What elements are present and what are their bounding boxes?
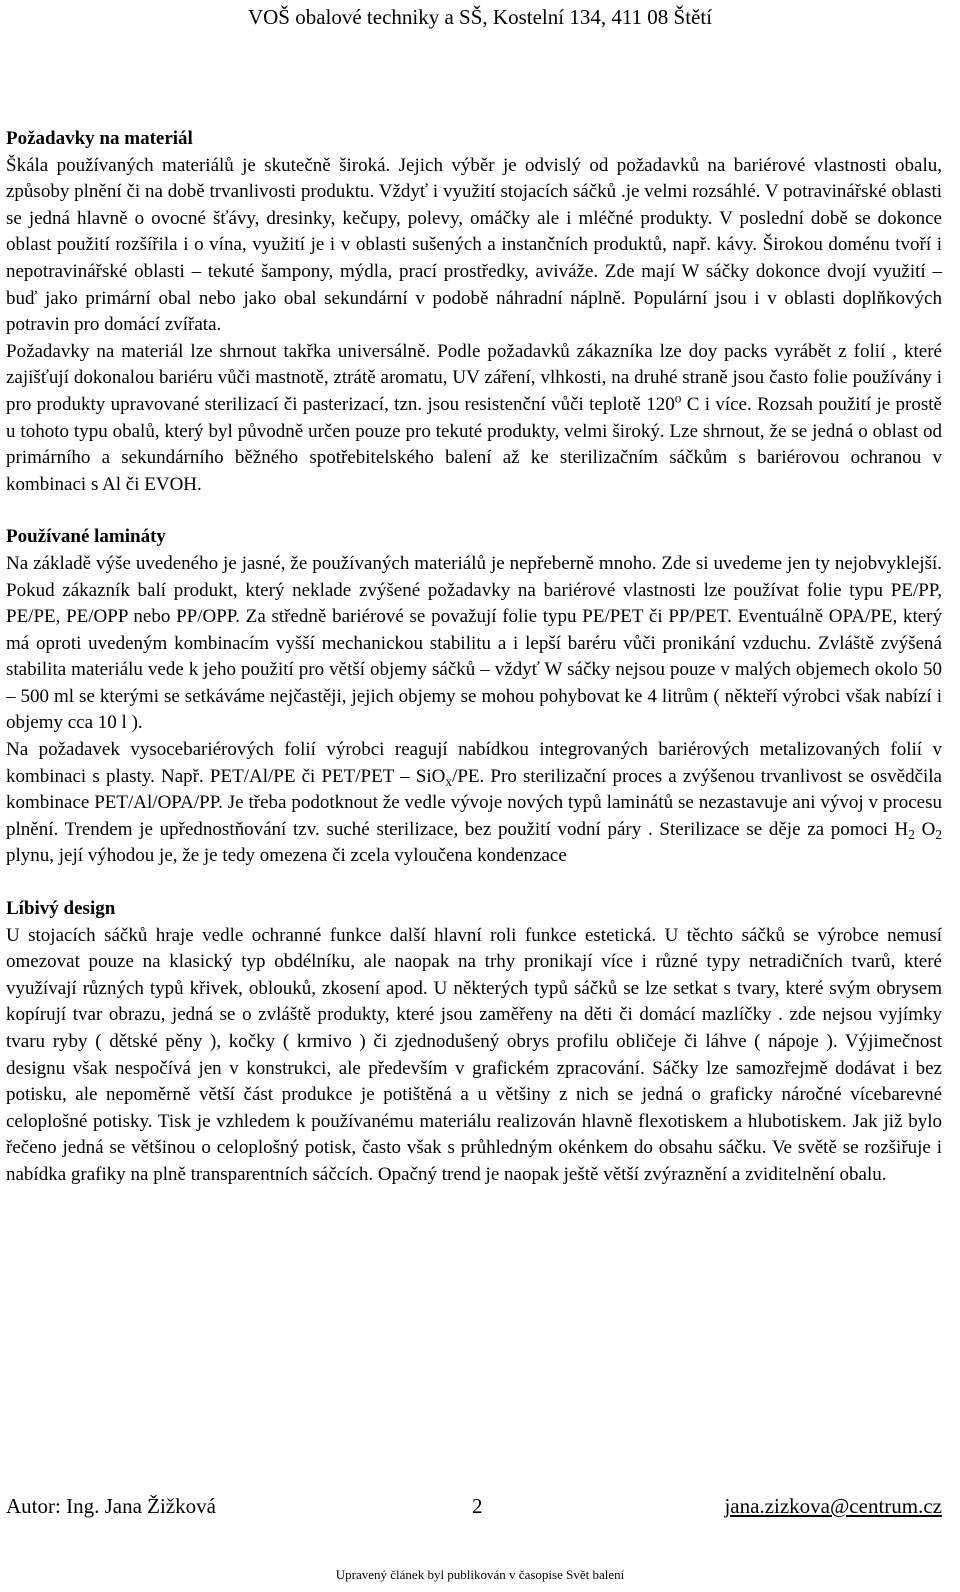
degree-superscript: o — [674, 390, 682, 406]
subscript: 2 — [935, 826, 942, 842]
text-run: O — [914, 818, 936, 840]
text-run: C i více. Rozsah použití je prostě u tohoto typu obalů, který byl původně určen pouze pro tekuté produkty, velmi široký. Lze shrnout, že se jedná o oblast od primárního a sekundárního běžného spotřebitelského balení až ke sterilizačním sáčkům s bariérovou ochranou v kombinaci s Al či EVOH. — [6, 393, 942, 495]
subscript: 2 — [908, 826, 915, 842]
footer-author: Autor: Ing. Jana Žižková — [6, 1494, 216, 1518]
paragraph-material-requirements — [6, 339, 942, 499]
subscript: x — [445, 773, 453, 789]
paragraph-laminates-barrier — [6, 737, 942, 870]
text-run: Na požadavek vysocebariérových folií výrobci reagují nabídkou integrovaných bariérových metalizovaných folií v kombinaci s plasty. Např. PET/Al/PE či PET/PET – SiO — [6, 739, 942, 787]
section-heading-laminates: Používané lamináty — [6, 526, 166, 548]
section-spacer — [6, 498, 942, 524]
paragraph-design: U stojacích sáčků hraje vedle ochranné funkce další hlavní roli funkce estetická. U těchto sáčků se výrobce nemusí omezovat pouze na klasický typ obdélníku, ale naopak na trhy pronikají více i různé typy netradičních tvarů, které využívají různých typů křivek, oblouků, zkosení apod. U některých typů sáčků se lze setkat s tvary, které svým obrysem kopírují tvar obrazu, jedná se o zvláště produkty, které jsou zaměřeny na děti či domácí mazlíčky . zde nejsou vyjímky tvaru ryby ( dětské pěny ), kočky ( krmivo ) či zjednodušený obrys profilu obličeje či láhve ( nápoje ). Výjimečnost designu však nespočívá jen v konstrukci, ale především v grafickém zpracování. Sáčky lze samozřejmě dodávat i bez potisku, ale nepoměrně větší část produkce je potištěná a u většiny z nich se jedná o graficky náročné vícebarevné celoplošné potisky. Tisk je vzhledem k používanému materiálu realizován hlavně flexotiskem a hlubotiskem. Jak již bylo řečeno jedná se většinou o celoplošný potisk, často však s průhledným okénkem do obsahu sáčku. Ve světě se rozšiřuje i nabídka grafiky na plně transparentních sáčcích. Opačný trend je naopak ještě větší zvýraznění a zviditelnění obalu. — [6, 924, 942, 1185]
text-run: plynu, její výhodou je, že je tedy omezena či zcela vyloučena kondenzace — [6, 845, 567, 867]
page-number: 2 — [472, 1494, 483, 1518]
publication-note: Upravený článek byl publikován v časopise Svět balení — [335, 1567, 625, 1582]
paragraph-material-scope: Škála používaných materiálů je skutečně široká. Jejich výběr je odvislý od požadavků na bariérové vlastnosti obalu, způsoby plnění či na době trvanlivosti produktu. Vždyť i využití stojacích sáčků .je velmi rozsáhlé. V potravinářské oblasti se jedná hlavně o ovocné šťávy, dresinky, kečupy, polevy, omáčky ale i mléčné produkty. V poslední době se dokonce oblast použití rozšířila i o vína, využití je i v oblasti sušených a instančních produktů, např. kávy. Širokou doménu tvoří i nepotravinářské oblasti – tekuté šampony, mýdla, prací prostředky, aviváže. Zde mají W sáčky dokonce dvojí využití – buď jako primární obal nebo jako obal sekundární v podobě náhradní náplně. Populární jsou i v oblasti doplňkových potravin pro domácí zvířata. — [6, 154, 942, 336]
section-heading-material: Požadavky na materiál — [6, 128, 193, 149]
text-run: /PE. Pro sterilizační proces a zvýšenou trvanlivost se osvědčila kombinace PET/Al/OPA/PP. Je třeba podotknout že vedle vývoje nových typů laminátů se nezastavuje ani vývoj v procesu plnění. Trendem je upřednostňování tzv. suché sterilizace, bez použití vodní páry . Sterilizace se děje za pomoci H — [6, 765, 942, 840]
page-header: VOŠ obalové techniky a SŠ, Kostelní 134, 411 08 Štětí — [247, 5, 713, 29]
author-email-link[interactable]: jana.zizkova@centrum.cz — [724, 1494, 942, 1518]
section-heading-design: Líbivý design — [6, 898, 116, 920]
text-run: Požadavky na materiál lze shrnout takřka universálně. Podle požadavků zákazníka lze doy packs vyrábět z folií , které zajišťují dokonalou bariéru vůči mastnotě, ztrátě aromatu, UV záření, vlhkosti, na druhé straně jsou často folie používány i pro produkty upravované sterilizací či pasterizací, tzn. jsou resistenční vůči teplotě 120 — [6, 340, 942, 415]
document-body — [6, 126, 942, 1189]
page-footer — [6, 1493, 942, 1519]
paragraph-laminates-common: Na základě výše uvedeného je jasné, že používaných materiálů je nepřeberně mnoho. Zde si uvedeme jen ty nejobvyklejší. Pokud zákazník balí produkt, který neklade zvýšené požadavky na bariérové vlastnosti lze používat folie typu PE/PP, PE/PE, PE/OPP nebo PP/OPP. Za středně bariérové se považují folie typu PE/PET či PP/PET. Eventuálně OPA/PE, který má oproti uvedeným kombinacím vyšší mechanickou stabilitu a i lepší baréru vůči pronikání vzduchu. Zvláště zvýšená stabilita materiálu vede k jeho použití pro větší objemy sáčků – vždyť W sáčky nejsou pouze v malých objemech okolo 50 – 500 ml se kterými se setkáváme nejčastěji, jejich objemy se mohou pohybovat ke 4 litrům ( někteří výrobci však nabízí i objemy cca 10 l ). — [6, 552, 942, 734]
section-spacer — [6, 870, 942, 896]
